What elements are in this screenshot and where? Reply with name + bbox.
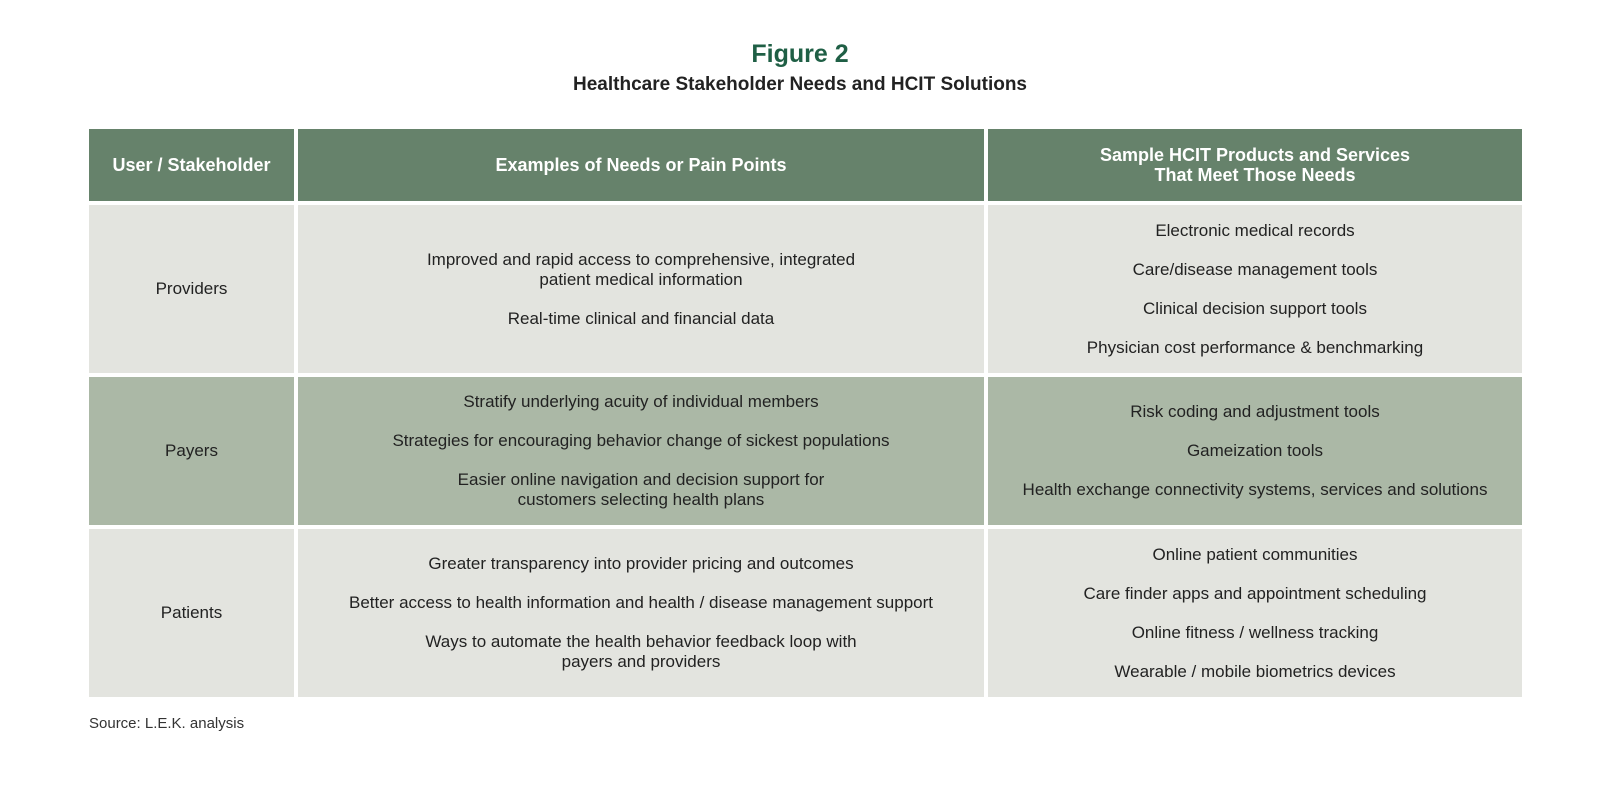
solutions-cell-patients bbox=[988, 529, 1522, 697]
header-needs-label: Examples of Needs or Pain Points bbox=[495, 155, 787, 175]
solution-item: Online fitness / wellness tracking bbox=[1131, 622, 1379, 642]
solution-item: Health exchange connectivity systems, services and solutions bbox=[1022, 480, 1488, 499]
stakeholder-cell-payers bbox=[89, 377, 294, 525]
source-note: Source: L.E.K. analysis bbox=[89, 715, 245, 732]
solution-item: Care/disease management tools bbox=[1132, 259, 1378, 279]
needs-cell-patients bbox=[298, 529, 984, 697]
figure-label: Figure 2 bbox=[751, 40, 849, 68]
stakeholder-cell-patients bbox=[89, 529, 294, 697]
header-solutions-label: Sample HCIT Products and Services That Meet Those Needs bbox=[1099, 145, 1411, 185]
stakeholder-label: Payers bbox=[165, 441, 218, 460]
header-solutions bbox=[988, 129, 1522, 201]
solution-item: Risk coding and adjustment tools bbox=[1130, 402, 1380, 421]
stakeholder-label: Patients bbox=[160, 603, 223, 622]
header-stakeholder-label: User / Stakeholder bbox=[112, 155, 271, 175]
needs-cell-payers bbox=[298, 377, 984, 525]
solution-item: Wearable / mobile biometrics devices bbox=[1114, 661, 1396, 681]
solution-item: Physician cost performance & benchmarking bbox=[1086, 337, 1424, 357]
stakeholder-cell-providers bbox=[89, 205, 294, 373]
solution-item: Gameization tools bbox=[1186, 441, 1324, 460]
need-item: Better access to health information and health / disease management support bbox=[348, 593, 934, 612]
header-needs bbox=[298, 129, 984, 201]
need-item: Easier online navigation and decision support for customers selecting health plans bbox=[457, 470, 825, 509]
header-stakeholder bbox=[89, 129, 294, 201]
need-item: Strategies for encouraging behavior change of sickest populations bbox=[392, 431, 890, 450]
need-item: Stratify underlying acuity of individual members bbox=[463, 392, 819, 411]
solution-item: Clinical decision support tools bbox=[1143, 298, 1367, 318]
solution-item: Electronic medical records bbox=[1155, 220, 1355, 240]
needs-cell-providers bbox=[298, 205, 984, 373]
solution-item: Online patient communities bbox=[1152, 544, 1358, 564]
stakeholder-label: Providers bbox=[155, 279, 228, 298]
need-item: Real-time clinical and financial data bbox=[507, 308, 775, 328]
solutions-cell-providers bbox=[988, 205, 1522, 373]
solution-item: Care finder apps and appointment scheduling bbox=[1083, 583, 1427, 603]
need-item: Ways to automate the health behavior feedback loop with payers and providers bbox=[425, 632, 857, 671]
stakeholder-table bbox=[89, 129, 1518, 697]
figure-title: Healthcare Stakeholder Needs and HCIT Solutions bbox=[573, 74, 1027, 95]
need-item: Greater transparency into provider pricing and outcomes bbox=[428, 554, 854, 573]
solutions-cell-payers bbox=[988, 377, 1522, 525]
need-item: Improved and rapid access to comprehensive, integrated patient medical information bbox=[426, 249, 856, 289]
